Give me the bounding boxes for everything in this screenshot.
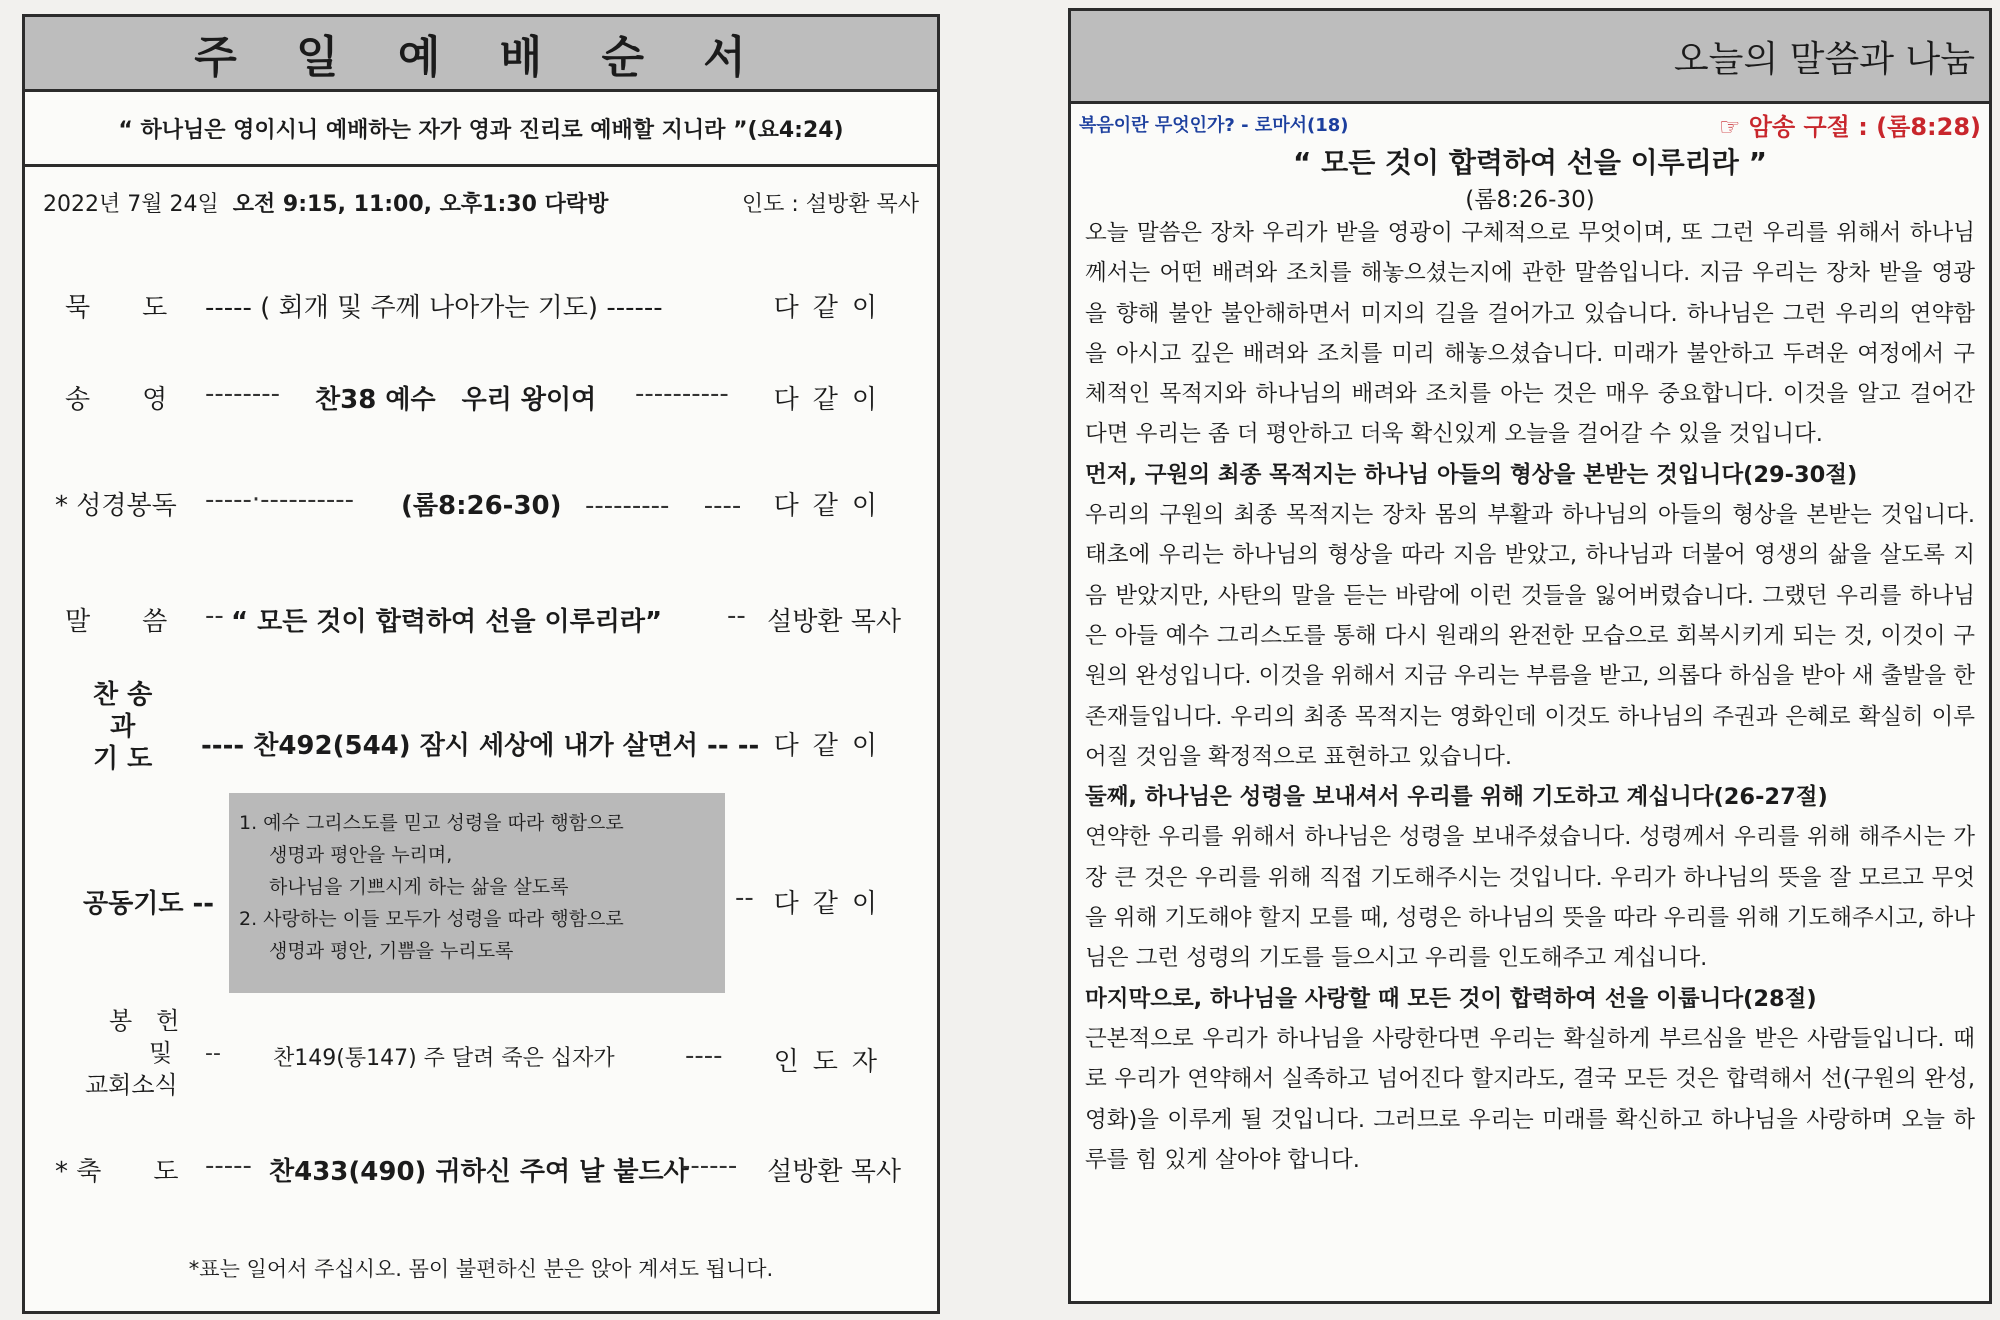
prayer-line: 생명과 평안을 누리며, xyxy=(269,844,453,866)
sermon-body xyxy=(1085,213,1975,1180)
common-prayer-box xyxy=(229,793,725,993)
label-line: 및 xyxy=(149,1039,173,1067)
dash-leader: ----- xyxy=(205,1151,252,1181)
service-date: 2022년 7월 24일 xyxy=(43,192,219,217)
order-who: 다같이 xyxy=(773,731,891,761)
worship-order-page xyxy=(22,14,940,1314)
order-who: 설방환 목사 xyxy=(767,607,901,637)
sermon-title: “ 모든 것이 합력하여 선을 이루리라 ” xyxy=(1293,146,1767,179)
order-label-hymn-prayer xyxy=(93,679,152,775)
dash-leader: -- xyxy=(205,1041,221,1066)
order-hymn: 찬38 예수 우리 왕이여 xyxy=(315,385,597,415)
sermon-page-title: 오늘의 말씀과 나눔 xyxy=(1071,11,1989,104)
order-hymn: 찬433(490) 귀하신 주여 날 붙드사 xyxy=(269,1157,689,1187)
order-who: 인도자 xyxy=(773,1047,891,1077)
prayer-line: 2. 사랑하는 이들 모두가 성령을 따라 행함으로 xyxy=(239,908,624,930)
paragraph: 오늘 말씀은 장차 우리가 받을 영광이 구체적으로 무엇이며, 또 그런 우리를 위해서 하나님께서는 어떤 배려와 조치를 해놓으셨는지에 관한 말씀입니다. 지금 우리는 장차 받을 영광을 향해 불안 불안해하면서 미지의 길을 걸어가고 있습니다. 하나님은 그런 우리의 연약함을 아시고 깊은 배려와 조치를 미리 해놓으셨습니다. 미래가 불안하고 두려운 여정에서 구체적인 목적지와 하나님의 배려와 조치를 아는 것은 매우 중요합니다. 이것을 알고 걸어간다면 우리는 좀 더 평안하고 더욱 확신있게 오늘을 걸어갈 수 있을 것입니다. xyxy=(1085,220,1975,448)
order-label-offering xyxy=(85,1005,179,1101)
section-heading: 둘째, 하나님은 성령을 보내셔서 우리를 위해 기도하고 계십니다(26-27절) xyxy=(1085,784,1828,811)
order-hymn: 찬149(통147) 주 달려 죽은 십자가 xyxy=(273,1046,615,1071)
prayer-line: 생명과 평안, 기쁨을 누리도록 xyxy=(269,940,514,962)
label-line: 찬 송 xyxy=(93,680,153,710)
service-info xyxy=(43,187,919,218)
dash-leader: -- xyxy=(735,883,754,913)
scripture-quote: “ 하나님은 영이시니 예배하는 자가 영과 진리로 예배할 지니라 ”(요4:24) xyxy=(25,92,937,167)
dash-leader: -----·---------- xyxy=(205,485,354,515)
label-line: 교회소식 xyxy=(85,1071,178,1099)
order-label: 송 영 xyxy=(65,385,168,415)
service-leader: 인도 : 설방환 목사 xyxy=(741,192,919,217)
section-heading: 마지막으로, 하나님을 사랑할 때 모든 것이 합력하여 선을 이룹니다(28절) xyxy=(1085,985,1817,1012)
section-heading: 먼저, 구원의 최종 목적지는 하나님 아들의 형상을 본받는 것입니다(29-30절) xyxy=(1085,461,1858,488)
label-line: 봉 헌 xyxy=(109,1007,180,1035)
dash-leader: ---- xyxy=(685,1041,723,1071)
footnote: *표는 일어서 주십시오. 몸이 불편하신 분은 앉아 계셔도 됩니다. xyxy=(188,1257,774,1281)
sermon-series: 복음이란 무엇인가? - 로마서(18) xyxy=(1079,115,1349,136)
dash-leader: ------ xyxy=(681,1151,738,1181)
order-label: 묵 도 xyxy=(65,293,168,323)
order-who: 다같이 xyxy=(773,889,891,919)
order-desc: ----- ( 회개 및 주께 나아가는 기도) ------ xyxy=(205,293,663,323)
order-who: 다같이 xyxy=(773,293,891,323)
sermon-meta xyxy=(1079,107,1981,141)
order-ref: (롬8:26-30) xyxy=(401,491,562,521)
sermon-reference: (롬8:26-30) xyxy=(1465,187,1595,213)
dash-leader: -------- xyxy=(205,379,281,409)
label-line: 기 도 xyxy=(93,744,153,774)
order-label: * 성경봉독 xyxy=(55,491,177,521)
order-who: 다같이 xyxy=(773,385,891,415)
order-who: 다같이 xyxy=(773,491,891,521)
worship-order-title: 주 일 예 배 순 서 xyxy=(25,17,937,92)
label-line: 과 xyxy=(110,712,136,742)
paragraph: 연약한 우리를 위해서 하나님은 성령을 보내주셨습니다. 성령께서 우리를 위해 해주시는 가장 큰 것은 우리를 위해 직접 기도해주시는 것입니다. 우리가 하나님의 뜻을 잘 모르고 무엇을 위해 기도해야 할지 모를 때, 성령은 하나님의 뜻을 따라 우리를 위해 기도해주시고, 하나님은 그런 성령의 기도를 들으시고 우리를 인도해주고 계십니다. xyxy=(1085,824,1975,972)
paragraph: 근본적으로 우리가 하나님을 사랑한다면 우리는 확실하게 부르심을 받은 사람들입니다. 때로 우리가 연약해서 실족하고 넘어진다 할지라도, 결국 모든 것은 합력해서 선(구원의 완성, 영화)을 이루게 될 것입니다. 그러므로 우리는 미래를 확신하고 하나님을 사랑하며 오늘 하루를 힘 있게 살아야 합니다. xyxy=(1085,1025,1975,1173)
order-sermon-title: “ 모든 것이 합력하여 선을 이루리라” xyxy=(231,607,663,637)
order-label: * 축 도 xyxy=(55,1157,179,1187)
dash-leader: -- xyxy=(205,601,224,631)
memory-verse: ☞ 암송 구절 : (롬8:28) xyxy=(1718,113,1981,141)
order-hymn: ---- 찬492(544) 잠시 세상에 내가 살면서 -- -- xyxy=(201,731,760,761)
order-label: 말 씀 xyxy=(65,607,168,637)
service-times: 오전 9:15, 11:00, 오후1:30 다락방 xyxy=(232,192,609,217)
dash-leader: ---------- xyxy=(635,379,729,409)
prayer-line: 1. 예수 그리스도를 믿고 성령을 따라 행함으로 xyxy=(239,812,624,834)
dash-leader: -- xyxy=(727,601,746,631)
order-who: 설방환 목사 xyxy=(767,1157,901,1187)
dash-leader: --------- ---- xyxy=(585,491,742,521)
prayer-line: 하나님을 기쁘시게 하는 삶을 살도록 xyxy=(269,876,569,898)
order-label: 공동기도 -- xyxy=(83,889,215,919)
paragraph: 우리의 구원의 최종 목적지는 장차 몸의 부활과 하나님의 아들의 형상을 본받는 것입니다. 태초에 우리는 하나님의 형상을 따라 지음 받았고, 하나님과 더불어 영생의 삶을 살도록 지음 받았지만, 사탄의 말을 듣는 바람에 이런 것들을 잃어버렸습니다. 그랬던 우리를 하나님은 아들 예수 그리스도를 통해 다시 원래의 완전한 모습으로 회복시키게 되는 것, 이것이 구원의 완성입니다. 이것을 위해서 지금 우리는 부름을 받고, 의롭다 하심을 받아 새 출발을 한 존재들입니다. 우리의 최종 목적지는 영화인데 이것도 하나님의 주권과 은혜로 확실히 이루어질 것임을 확정적으로 표현하고 있습니다. xyxy=(1085,502,1975,770)
sermon-page xyxy=(1068,8,1992,1304)
